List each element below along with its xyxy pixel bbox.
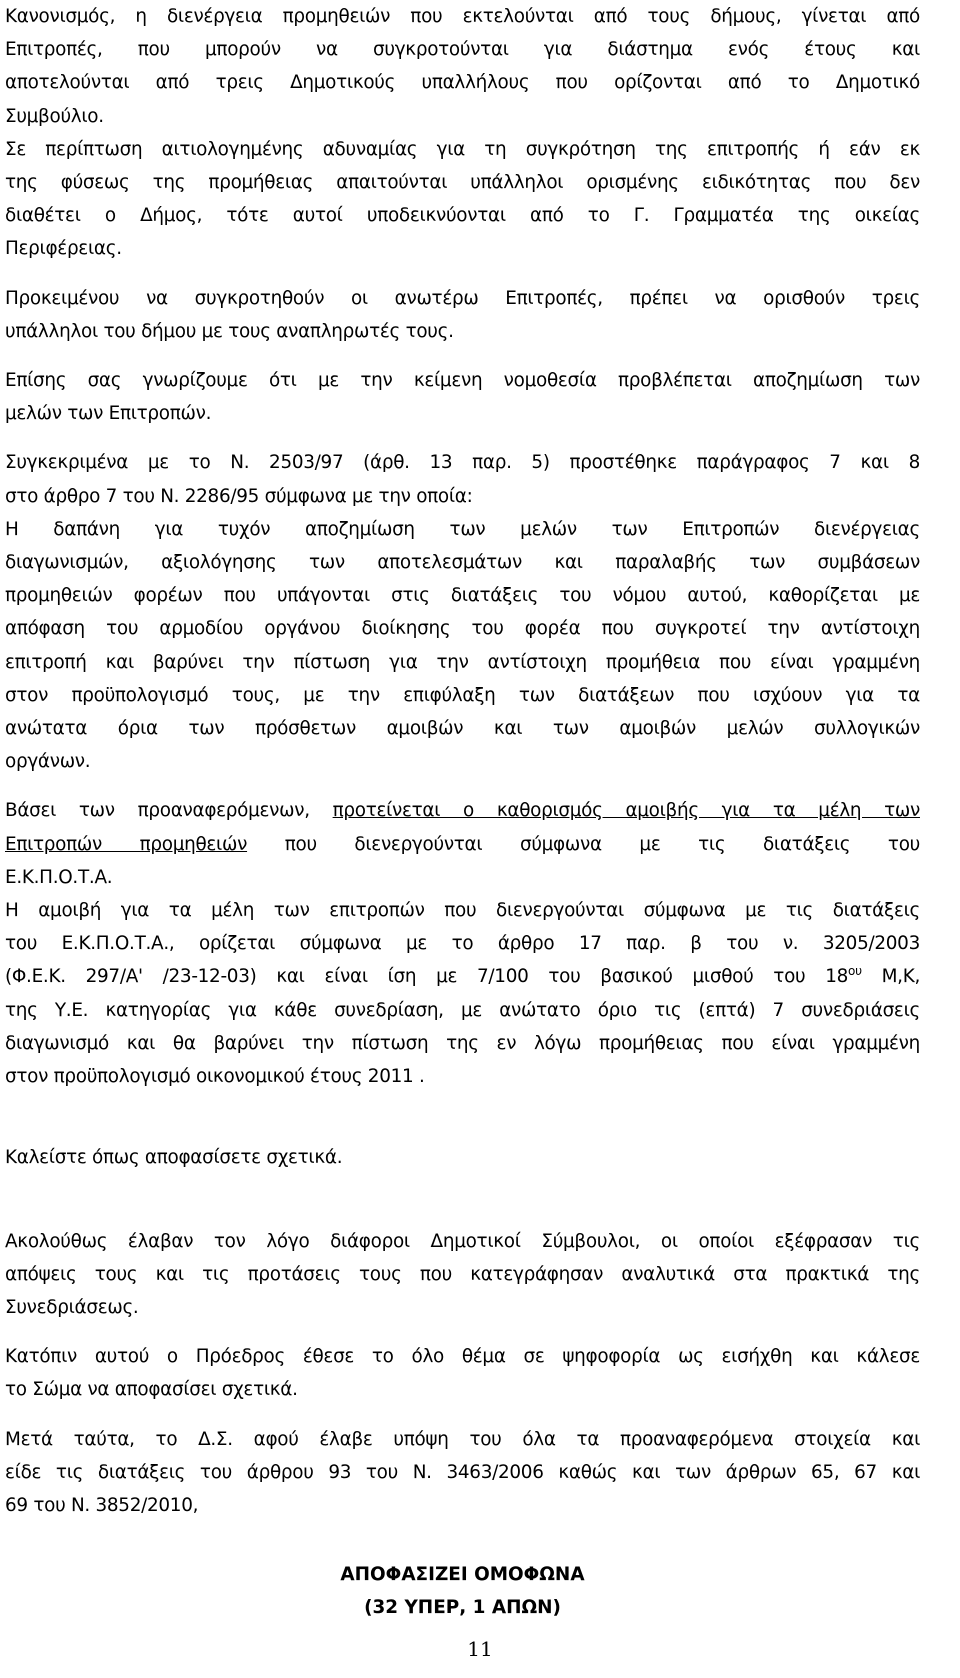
paragraph-gap bbox=[5, 1324, 920, 1340]
underlined-proposal-text: προτείνεται ο καθορισμός αμοιβής για τα μέλη των bbox=[332, 800, 920, 822]
text-line: Επιτροπές, που μπορούν να συγκροτούνται για διάστημα ενός έτους και bbox=[5, 39, 920, 61]
paragraph-gap bbox=[5, 348, 920, 364]
paragraph-inability-case bbox=[5, 133, 920, 266]
paragraph-gap bbox=[5, 1093, 920, 1141]
text-line bbox=[5, 960, 920, 993]
text-line: Περιφέρειας. bbox=[5, 238, 122, 260]
paragraph-councillors-spoke bbox=[5, 1225, 920, 1325]
text-line: υπάλληλοι του δήμου με τους αναπληρωτές τους. bbox=[5, 320, 454, 342]
superscript: ου bbox=[848, 964, 862, 979]
text-line: Ακολούθως έλαβαν τον λόγο διάφοροι Δημοτικοί Σύμβουλοι, οι οποίοι εξέφρασαν τις bbox=[5, 1230, 920, 1252]
underlined-proposal-text: Επιτροπών προμηθειών bbox=[5, 833, 248, 855]
text-line: στον προϋπολογισμό τους, με την επιφύλαξη των διατάξεων που ισχύουν για τα bbox=[5, 684, 920, 706]
text-line: απόφαση του αρμοδίου οργάνου διοίκησης του φορέα που συγκροτεί την αντίστοιχη bbox=[5, 618, 920, 640]
text-line: το Σώμα να αποφασίσει σχετικά. bbox=[5, 1379, 298, 1401]
paragraph-gap bbox=[5, 1175, 920, 1225]
text-line: Η δαπάνη για τυχόν αποζημίωση των μελών των Επιτροπών διενέργειας bbox=[5, 518, 920, 540]
text-line: είδε τις διατάξεις του άρθρου 93 του Ν. 3463/2006 καθώς και των άρθρων 65, 67 και bbox=[5, 1461, 920, 1483]
text-line: προμηθειών φορέων που υπάγονται στις διατάξεις του νόμου αυτού, καθορίζεται με bbox=[5, 585, 920, 607]
paragraph-appoint-employees bbox=[5, 282, 920, 348]
paragraph-committees-regulation bbox=[5, 0, 920, 133]
text-line: απόψεις τους και τις προτάσεις τους που κατεγράφησαν αναλυτικά στα πρακτικά της bbox=[5, 1263, 920, 1285]
text-line: Ε.Κ.Π.Ο.Τ.Α. bbox=[5, 866, 113, 888]
paragraph-gap bbox=[5, 778, 920, 794]
text-line: ανώτατα όρια των πρόσθετων αμοιβών και των αμοιβών μελών συλλογικών bbox=[5, 718, 920, 740]
paragraph-gap bbox=[5, 430, 920, 446]
text-line: μελών των Επιτροπών. bbox=[5, 403, 212, 425]
text-line: της Υ.Ε. κατηγορίας για κάθε συνεδρίαση, με ανώτατο όριο τις (επτά) 7 συνεδριάσεις bbox=[5, 999, 920, 1021]
text-line bbox=[5, 828, 920, 861]
text-line: Συνεδριάσεως. bbox=[5, 1296, 139, 1318]
decision-heading bbox=[5, 1558, 920, 1624]
text-line bbox=[5, 794, 920, 827]
text-line: διαθέτει ο Δήμος, τότε αυτοί υποδεικνύονται από το Γ. Γραμματέα της οικείας bbox=[5, 205, 920, 227]
text-line: της φύσεως της προμήθειας απαιτούνται υπάλληλοι ορισμένης ειδικότητας που δεν bbox=[5, 172, 920, 194]
text-segment: Βάσει των προαναφερόμενων, bbox=[5, 800, 333, 822]
text-line: Συγκεκριμένα με το Ν. 2503/97 (άρθ. 13 παρ. 5) προστέθηκε παράγραφος 7 και 8 bbox=[5, 452, 920, 474]
paragraph-vote-called bbox=[5, 1340, 920, 1406]
text-line: επιτροπή και βαρύνει την πίστωση για την αντίστοιχη προμήθεια που είναι γραμμένη bbox=[5, 651, 920, 673]
decision-title: ΑΠΟΦΑΣΙΖΕΙ ΟΜΟΦΩΝΑ bbox=[340, 1564, 585, 1586]
page-number: 11 bbox=[467, 1637, 493, 1661]
text-segment: Μ,Κ, bbox=[861, 966, 920, 988]
paragraph-gap bbox=[5, 1522, 920, 1558]
text-line: Μετά ταύτα, το Δ.Σ. αφού έλαβε υπόψη του όλα τα προαναφερόμενα στοιχεία και bbox=[5, 1428, 920, 1450]
text-line: του Ε.Κ.Π.Ο.Τ.Α., ορίζεται σύμφωνα με το άρθρο 17 παρ. β του ν. 3205/2003 bbox=[5, 933, 920, 955]
text-line: Επίσης σας γνωρίζουμε ότι με την κείμενη νομοθεσία προβλέπεται αποζημίωση των bbox=[5, 370, 920, 392]
text-line: στον προϋπολογισμό οικονομικού έτους 2011 . bbox=[5, 1066, 425, 1088]
text-line: στο άρθρο 7 του Ν. 2286/95 σύμφωνα με την οποία: bbox=[5, 485, 473, 507]
decision-vote-count: (32 ΥΠΕΡ, 1 ΑΠΩΝ) bbox=[364, 1597, 561, 1619]
text-line: Καλείστε όπως αποφασίσετε σχετικά. bbox=[5, 1147, 343, 1169]
paragraph-council-considered bbox=[5, 1423, 920, 1523]
text-line: Η αμοιβή για τα μέλη των επιτροπών που διενεργούνται σύμφωνα με τις διατάξεις bbox=[5, 900, 920, 922]
paragraph-call-to-decide bbox=[5, 1141, 920, 1174]
paragraph-gap bbox=[5, 266, 920, 282]
text-line: Κατόπιν αυτού ο Πρόεδρος έθεσε το όλο θέμα σε ψηφοφορία ως εισήχθη και κάλεσε bbox=[5, 1346, 920, 1368]
text-segment: (Φ.Ε.Κ. 297/Α' /23-12-03) και είναι ίση με 7/100 του βασικού μισθού του 18 bbox=[5, 966, 849, 988]
text-line: αποτελούνται από τρεις Δημοτικούς υπαλλήλους που ορίζονται από το Δημοτικό bbox=[5, 72, 920, 94]
text-line: 69 του Ν. 3852/2010, bbox=[5, 1494, 199, 1516]
paragraph-proposal bbox=[5, 794, 920, 1093]
text-line: διαγωνισμών, αξιολόγησης των αποτελεσμάτων και παραλαβής των συμβάσεων bbox=[5, 552, 920, 574]
text-line: διαγωνισμό και θα βαρύνει την πίστωση της εν λόγω προμήθειας που είναι γραμμένη bbox=[5, 1032, 920, 1054]
text-segment: που διενεργούνται σύμφωνα με τις διατάξεις του bbox=[247, 833, 920, 855]
text-line: Σε περίπτωση αιτιολογημένης αδυναμίας για τη συγκρότηση της επιτροπής ή εάν εκ bbox=[5, 138, 920, 160]
text-line: Προκειμένου να συγκροτηθούν οι ανωτέρω Επιτροπές, πρέπει να ορισθούν τρεις bbox=[5, 287, 920, 309]
text-line: Κανονισμός, η διενέργεια προμηθειών που εκτελούνται από τους δήμους, γίνεται από bbox=[5, 6, 920, 27]
paragraph-gap bbox=[5, 1407, 920, 1423]
paragraph-compensation-notice bbox=[5, 364, 920, 430]
text-line: οργάνων. bbox=[5, 751, 91, 773]
paragraph-law-details bbox=[5, 446, 920, 778]
text-line: Συμβούλιο. bbox=[5, 105, 104, 127]
